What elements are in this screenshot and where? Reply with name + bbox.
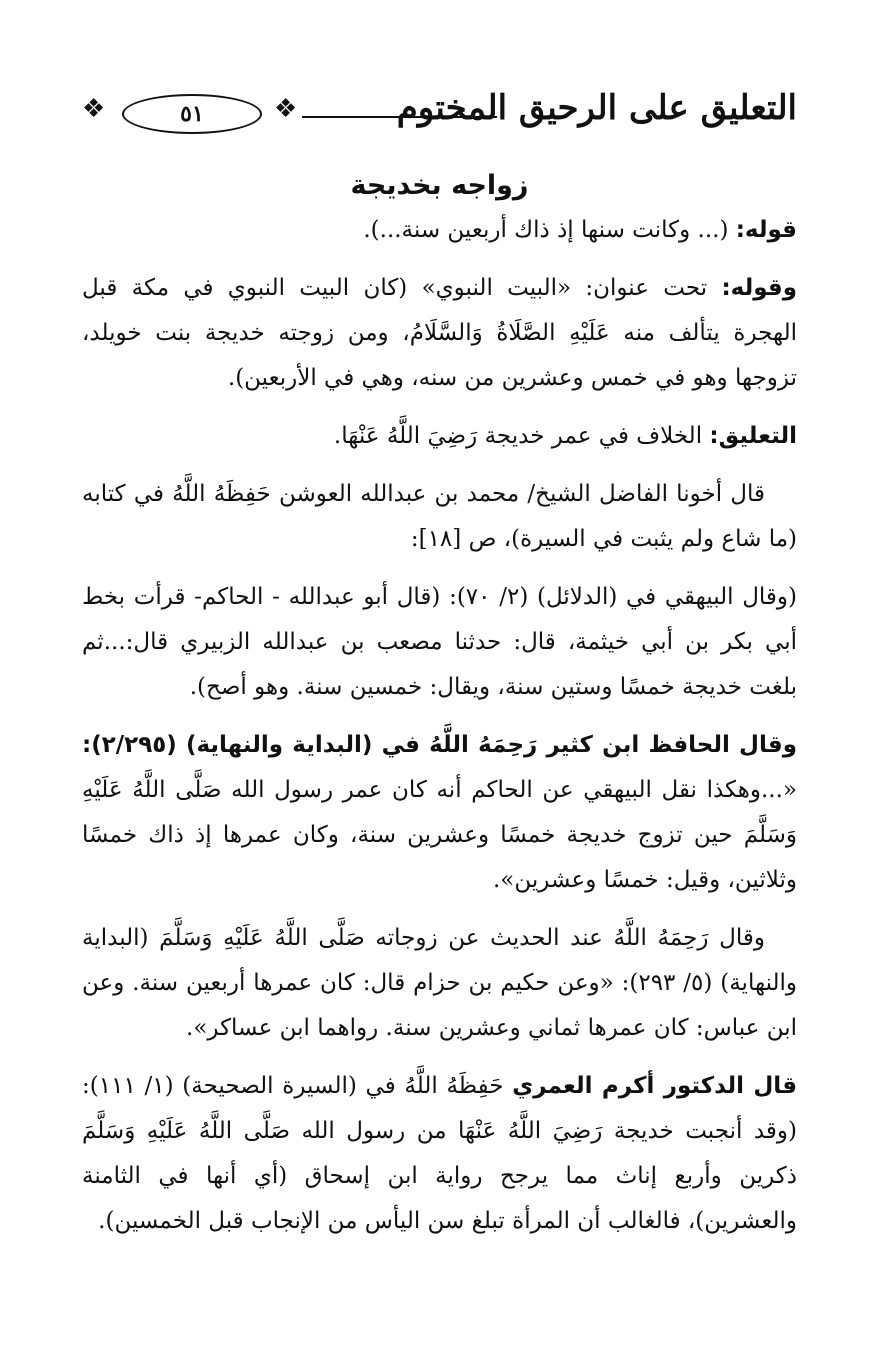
paragraph-text: حَفِظَهُ اللَّهُ في (السيرة الصحيحة) (١/ ١١١): (وقد أنجبت خديجة رَضِيَ اللَّهُ عَنْهَا من رسول الله صَلَّى اللَّهُ عَلَيْهِ وَسَلَّمَ ذكرين وأربع إناث مما يرجح رواية ابن إسحاق (أي أنها في الثامنة والعشرين)، فالغالب أن المرأة تبلغ سن اليأس من الإنجاب قبل الخمسين). bbox=[82, 1073, 797, 1234]
paragraph-text: الخلاف في عمر خديجة رَضِيَ اللَّهُ عَنْهَا. bbox=[333, 423, 710, 449]
paragraph bbox=[82, 575, 797, 710]
paragraph-label: قال الدكتور أكرم العمري bbox=[512, 1073, 798, 1099]
header-rule bbox=[302, 116, 497, 118]
paragraph-text: (... وكانت سنها إذ ذاك أربعين سنة...). bbox=[363, 217, 736, 243]
book-title: التعليق على الرحيق المختوم bbox=[396, 88, 797, 128]
paragraph bbox=[82, 266, 797, 401]
paragraph-label: وقال الحافظ ابن كثير رَحِمَهُ اللَّهُ في (البداية والنهاية) (٢/٢٩٥): bbox=[82, 732, 797, 758]
paragraph bbox=[82, 208, 797, 253]
paragraph bbox=[82, 723, 797, 903]
paragraph-label: التعليق: bbox=[709, 423, 797, 449]
paragraph bbox=[82, 1064, 797, 1244]
paragraph-label: قوله: bbox=[735, 217, 797, 243]
paragraph-label: وقوله: bbox=[721, 275, 797, 301]
paragraph bbox=[82, 414, 797, 459]
paragraph-text: (وقال البيهقي في (الدلائل) (٢/ ٧٠): (قال أبو عبدالله - الحاكم- قرأت بخط أبي بكر بن أبي خيثمة، قال: حدثنا مصعب بن عبدالله الزبيري قال:...ثم بلغت خديجة خمسًا وستين سنة، ويقال: خمسين سنة. وهو أصح). bbox=[82, 584, 798, 700]
paragraph bbox=[82, 472, 797, 562]
section-title: زواجه بخديجة bbox=[350, 170, 529, 201]
paragraph-text: «...وهكذا نقل البيهقي عن الحاكم أنه كان عمر رسول الله صَلَّى اللَّهُ عَلَيْهِ وَسَلَّمَ حين تزوج خديجة خمسًا وعشرين سنة، وكان عمرها إذ ذاك خمسًا وثلاثين، وقيل: خمسًا وعشرين». bbox=[82, 777, 797, 893]
ornament-icon: ❖ bbox=[274, 94, 298, 124]
paragraph-text: تحت عنوان: «البيت النبوي» (كان البيت النبوي في مكة قبل الهجرة يتألف منه عَلَيْهِ الصَّلَاةُ وَالسَّلَامُ، ومن زوجته خديجة بنت خويلد، تزوجها وهو في خمس وعشرين من سنه، وهي في الأربعين). bbox=[82, 275, 797, 391]
paragraph-text: قال أخونا الفاضل الشيخ/ محمد بن عبدالله العوشن حَفِظَهُ اللَّهُ في كتابه (ما شاع ولم يثبت في السيرة)، ص [١٨]: bbox=[82, 481, 797, 552]
page-header bbox=[82, 88, 797, 160]
ornament-icon: ❖ bbox=[82, 94, 106, 124]
paragraph bbox=[82, 916, 797, 1051]
paragraph-text: وقال رَحِمَهُ اللَّهُ عند الحديث عن زوجاته صَلَّى اللَّهُ عَلَيْهِ وَسَلَّمَ (البداية والنهاية) (٥/ ٢٩٣): «وعن حكيم بن حزام قال: كان عمرها أربعين سنة. وعن ابن عباس: كان عمرها ثماني وعشرين سنة. رواهما ابن عساكر». bbox=[82, 925, 798, 1041]
page-body bbox=[82, 208, 797, 1244]
page-number: ٥١ bbox=[122, 94, 262, 134]
